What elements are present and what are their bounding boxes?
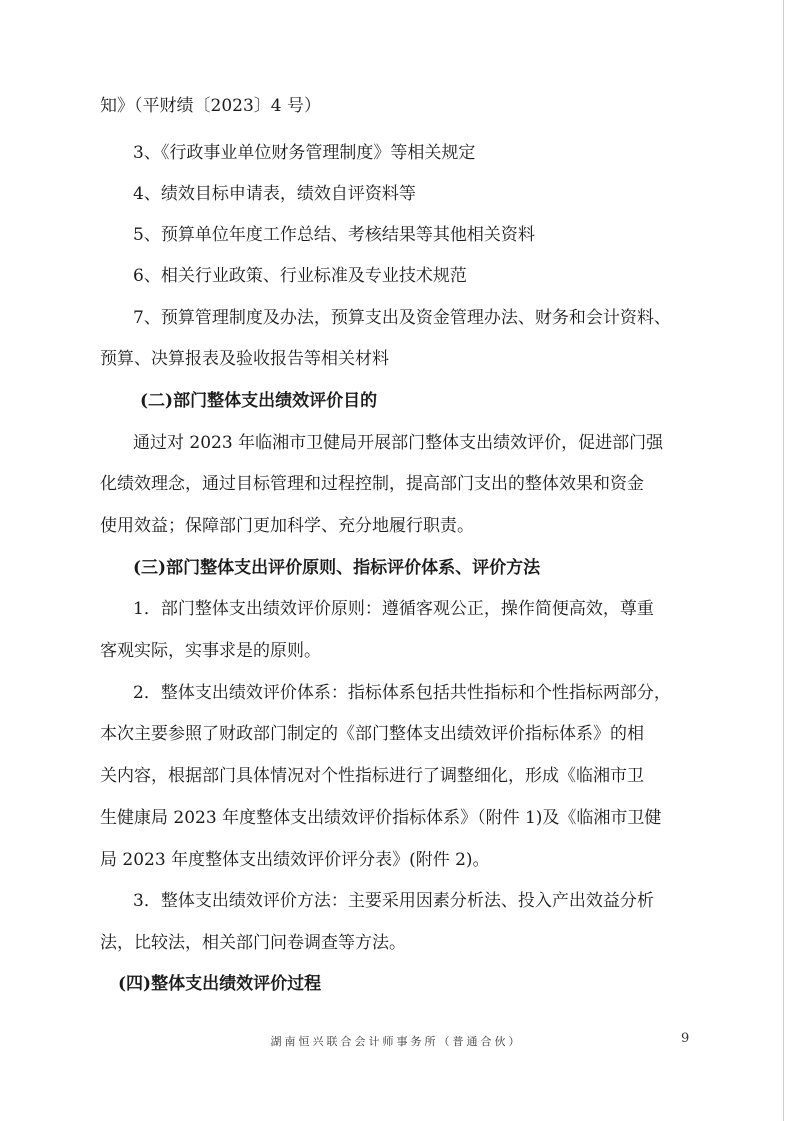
list-item: 7、预算管理制度及办法，预算支出及资金管理办法、财务和会计资料、 [133, 308, 671, 328]
paragraph-line: 本次主要参照了财政部门制定的《部门整体支出绩效评价指标体系》的相 [100, 724, 644, 744]
section-heading: (二)部门整体支出绩效评价目的 [140, 391, 378, 411]
paragraph-line: 生健康局 2023 年度整体支出绩效评价指标体系》（附件 1)及《临湘市卫健 [100, 808, 662, 828]
list-item: 5、预算单位年度工作总结、考核结果等其他相关资料 [133, 225, 535, 245]
paragraph-line: 化绩效理念，通过目标管理和过程控制，提高部门支出的整体效果和资金 [100, 474, 644, 494]
section-heading: (三)部门整体支出评价原则、指标评价体系、评价方法 [133, 558, 541, 578]
paragraph-line: 1．部门整体支出绩效评价原则：遵循客观公正，操作简便高效，尊重 [133, 599, 654, 619]
list-item: 6、相关行业政策、行业标准及专业技术规范 [133, 266, 467, 286]
section-heading: (四)整体支出绩效评价过程 [118, 974, 322, 994]
footer-firm-name: 湖南恒兴联合会计师事务所（普通合伙） [270, 1035, 523, 1048]
text-line: 预算、决算报表及验收报告等相关材料 [100, 349, 389, 369]
paragraph-line: 通过对 2023 年临湘市卫健局开展部门整体支出绩效评价，促进部门强 [133, 433, 664, 453]
paragraph-line: 局 2023 年度整体支出绩效评价评分表》(附件 2)。 [100, 850, 490, 870]
text-line: 知》（平财绩〔2023〕4 号） [100, 96, 321, 116]
paragraph-line: 3．整体支出绩效评价方法：主要采用因素分析法、投入产出效益分析 [133, 891, 654, 911]
list-item: 4、绩效目标申请表，绩效自评资料等 [133, 184, 416, 204]
paragraph-line: 2．整体支出绩效评价体系：指标体系包括共性指标和个性指标两部分， [133, 683, 671, 703]
paragraph-line: 客观实际，实事求是的原则。 [100, 641, 321, 661]
paragraph-line: 关内容，根据部门具体情况对个性指标进行了调整细化，形成《临湘市卫 [100, 766, 644, 786]
list-item: 3、《行政事业单位财务管理制度》等相关规定 [133, 143, 476, 163]
scan-edge-line [783, 0, 784, 1121]
paragraph-line: 法，比较法，相关部门问卷调查等方法。 [100, 933, 406, 953]
page-number: 9 [681, 1031, 690, 1046]
paragraph-line: 使用效益；保障部门更加科学、充分地履行职责。 [100, 516, 474, 536]
